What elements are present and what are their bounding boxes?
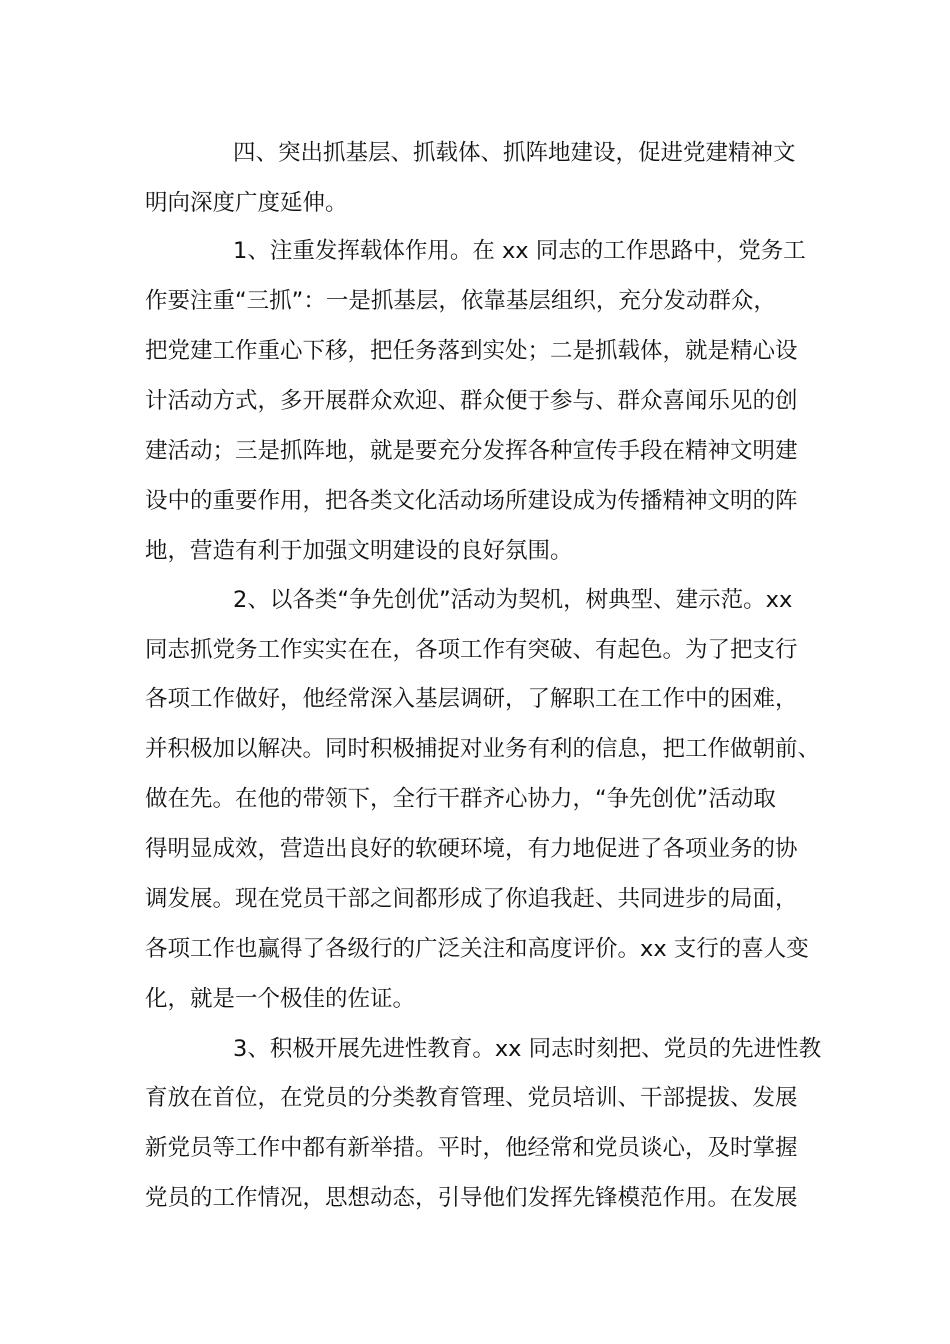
paragraph-2-line-5: 做在先。在他的带领下，全行干群齐心协力，“争先创优”活动取 [145, 786, 776, 812]
paragraph-2-line-1: 2、以各类“争先创优”活动为契机，树典型、建示范。xx [233, 587, 793, 613]
paragraph-1-line-2: 作要注重“三抓”：一是抓基层，依靠基层组织，充分发动群众， [145, 288, 776, 314]
paragraph-2-line-4: 并积极加以解决。同时积极捕捉对业务有利的信息，把工作做朝前、 [145, 736, 821, 762]
paragraph-2-line-8: 各项工作也赢得了各级行的广泛关注和高度评价。xx 支行的喜人变 [145, 936, 809, 962]
paragraph-2-line-9: 化，就是一个极佳的佐证。 [145, 986, 416, 1012]
paragraph-2-line-6: 得明显成效，营造出良好的软硬环境，有力地促进了各项业务的协 [145, 836, 798, 862]
paragraph-3-line-2: 育放在首位，在党员的分类教育管理、党员培训、干部提拔、发展 [145, 1085, 798, 1111]
heading-section-4-line-2: 明向深度广度延伸。 [145, 190, 348, 216]
paragraph-1-line-5: 建活动；三是抓阵地，就是要充分发挥各种宣传手段在精神文明建 [145, 438, 798, 464]
heading-section-4-line-1: 四、突出抓基层、抓载体、抓阵地建设，促进党建精神文 [233, 140, 796, 166]
paragraph-1-line-7: 地，营造有利于加强文明建设的良好氛围。 [145, 538, 573, 564]
paragraph-1-line-1: 1、注重发挥载体作用。在 xx 同志的工作思路中，党务工 [233, 238, 806, 264]
paragraph-1-line-4: 计活动方式，多开展群众欢迎、群众便于参与、群众喜闻乐见的创 [145, 388, 798, 414]
paragraph-1-line-6: 设中的重要作用，把各类文化活动场所建设成为传播精神文明的阵 [145, 488, 798, 514]
paragraph-2-line-7: 调发展。现在党员干部之间都形成了你追我赶、共同进步的局面， [145, 886, 798, 912]
paragraph-2-line-3: 各项工作做好，他经常深入基层调研，了解职工在工作中的困难， [145, 686, 798, 712]
paragraph-3-line-1: 3、积极开展先进性教育。xx 同志时刻把、党员的先进性教 [233, 1036, 822, 1062]
paragraph-1-line-3: 把党建工作重心下移，把任务落到实处；二是抓载体，就是精心设 [145, 338, 798, 364]
paragraph-3-line-3: 新党员等工作中都有新举措。平时，他经常和党员谈心，及时掌握 [145, 1135, 798, 1161]
paragraph-2-line-2: 同志抓党务工作实实在在，各项工作有突破、有起色。为了把支行 [145, 637, 798, 663]
paragraph-3-line-4: 党员的工作情况，思想动态，引导他们发挥先锋模范作用。在发展 [145, 1185, 798, 1211]
